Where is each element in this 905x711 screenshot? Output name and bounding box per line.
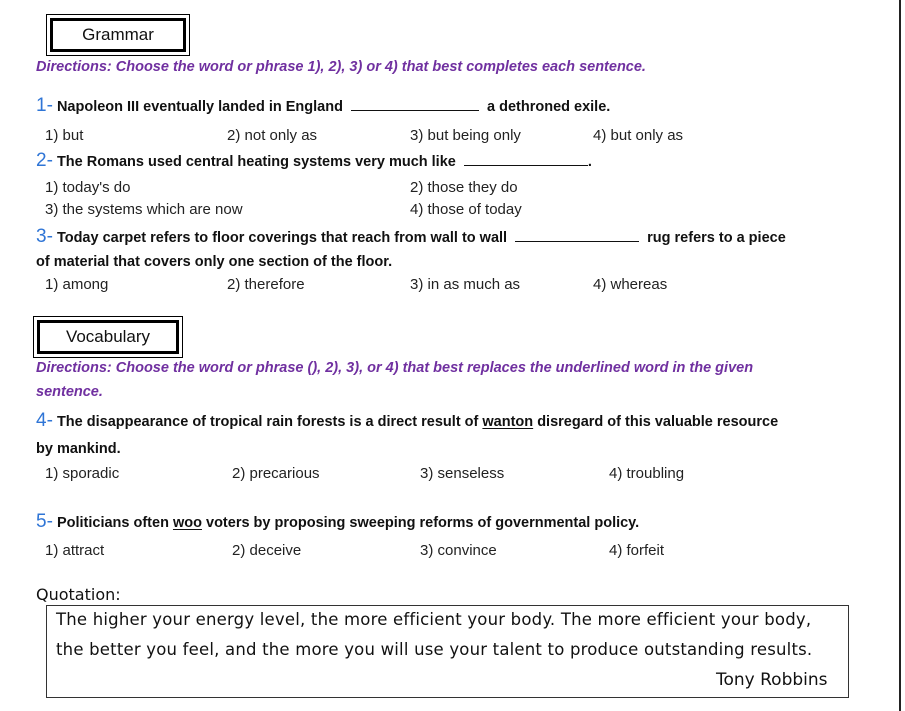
answer-blank xyxy=(351,98,479,111)
option-1[interactable]: 1) attract xyxy=(45,542,105,559)
vocabulary-heading-box xyxy=(37,320,179,354)
question-number: 3- xyxy=(36,226,53,247)
option-4[interactable]: 4) whereas xyxy=(593,276,668,293)
option-2[interactable]: 2) deceive xyxy=(232,542,302,559)
option-4[interactable]: 4) troubling xyxy=(609,465,685,482)
grammar-heading-box xyxy=(50,18,186,52)
underlined-word: wanton xyxy=(482,414,534,430)
quotation-author: Tony Robbins xyxy=(716,670,828,690)
question-4-continued: by mankind. xyxy=(36,441,121,457)
option-3[interactable]: 3) but being only xyxy=(410,127,521,144)
option-3[interactable]: 3) senseless xyxy=(420,465,505,482)
question-text: Politicians often xyxy=(56,515,169,531)
page-right-border xyxy=(899,0,901,711)
question-5 xyxy=(36,511,639,533)
question-number: 5- xyxy=(36,511,53,532)
quotation-line-1: The higher your energy level, the more efficient your body. The more efficient your body, xyxy=(56,610,812,629)
question-number: 1- xyxy=(36,95,53,116)
question-text: Today carpet refers to floor coverings that reach from wall to wall xyxy=(56,230,508,246)
option-1[interactable]: 1) today's do xyxy=(45,179,131,196)
option-3[interactable]: 3) in as much as xyxy=(410,276,521,293)
option-4[interactable]: 4) those of today xyxy=(410,201,522,218)
question-1 xyxy=(36,95,610,117)
quotation-label: Quotation: xyxy=(36,585,121,604)
option-3[interactable]: 3) the systems which are now xyxy=(45,201,243,218)
question-text-end: a dethroned exile. xyxy=(487,99,611,115)
quotation-line-2: the better you feel, and the more you will use your talent to produce outstanding results. xyxy=(56,640,813,659)
vocabulary-directions-line1: Directions: Choose the word or phrase (), 2), 3), or 4) that best replaces the underlined word in the given xyxy=(36,360,754,376)
option-2[interactable]: 2) not only as xyxy=(227,127,318,144)
option-2[interactable]: 2) precarious xyxy=(232,465,320,482)
option-4[interactable]: 4) but only as xyxy=(593,127,684,144)
question-text: The Romans used central heating systems very much like xyxy=(56,154,456,170)
question-text: Napoleon III eventually landed in England xyxy=(56,99,343,115)
question-text-end: disregard of this valuable resource xyxy=(537,414,779,430)
answer-blank xyxy=(464,153,588,166)
grammar-heading: Grammar xyxy=(82,25,154,44)
answer-blank xyxy=(515,229,639,242)
question-4 xyxy=(36,410,778,432)
question-2 xyxy=(36,150,592,172)
option-1[interactable]: 1) among xyxy=(45,276,109,293)
grammar-directions: Directions: Choose the word or phrase 1), 2), 3) or 4) that best completes each sentence. xyxy=(36,59,646,75)
question-text-end: rug refers to a piece xyxy=(647,230,786,246)
vocabulary-heading: Vocabulary xyxy=(65,327,151,346)
option-1[interactable]: 1) but xyxy=(45,127,84,144)
option-2[interactable]: 2) therefore xyxy=(227,276,305,293)
option-1[interactable]: 1) sporadic xyxy=(45,465,120,482)
option-3[interactable]: 3) convince xyxy=(420,542,497,559)
question-text-end: voters by proposing sweeping reforms of governmental policy. xyxy=(206,515,640,531)
vocabulary-directions-line2: sentence. xyxy=(36,384,103,400)
question-3 xyxy=(36,226,786,248)
option-2[interactable]: 2) those they do xyxy=(410,179,518,196)
question-number: 2- xyxy=(36,150,53,171)
option-4[interactable]: 4) forfeit xyxy=(609,542,665,559)
underlined-word: woo xyxy=(172,515,202,531)
question-text: The disappearance of tropical rain forests is a direct result of xyxy=(56,414,479,430)
question-number: 4- xyxy=(36,410,53,431)
question-3-continued: of material that covers only one section of the floor. xyxy=(36,254,393,270)
question-text-end: . xyxy=(587,154,592,170)
